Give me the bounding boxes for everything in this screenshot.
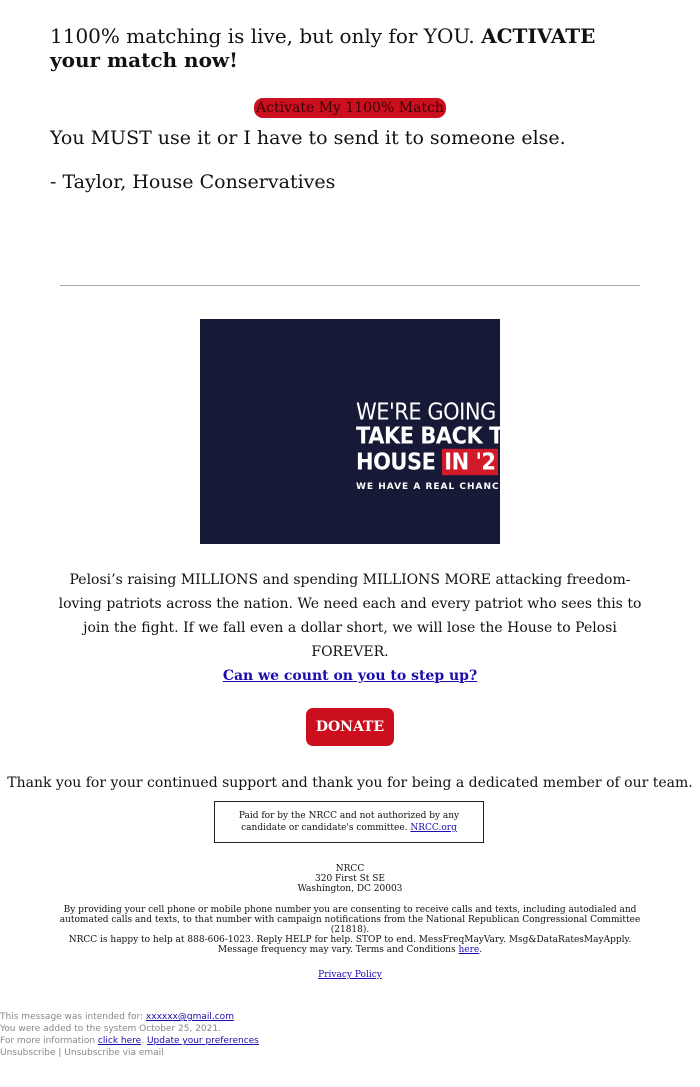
thank-you-text: Thank you for your continued support and thank you for being a dedicated member of our team. [7, 775, 693, 791]
unsubscribe-link[interactable]: Unsubscribe [0, 1048, 56, 1058]
terms-here-link[interactable]: here [458, 945, 480, 955]
nrcc-org-link[interactable]: NRCC.org [410, 823, 457, 833]
headline-text: 1100% matching is live, but only for YOU. [50, 24, 475, 48]
more-info-separator: . [141, 1036, 145, 1046]
intended-line [0, 1011, 700, 1023]
divider [60, 285, 640, 286]
address-street: 320 First St SE [315, 874, 385, 884]
donate-container [0, 708, 700, 746]
click-here-link[interactable]: click here [97, 1036, 142, 1046]
unsubscribe-email-link[interactable]: Unsubscribe via email [64, 1048, 164, 1058]
banner-line-2: TAKE BACK TH [356, 422, 521, 450]
banner-line-1: WE'RE GOING T [356, 398, 515, 426]
body-paragraph: Pelosi’s raising MILLIONS and spending MILLIONS MORE attacking freedom-loving patriots across the nation. We need each and every patriot who sees this to join the fight. If we fall even a dollar short, we will lose the House to Pelosi FOREVER. [58, 572, 642, 660]
intended-label: This message was intended for: [0, 1012, 144, 1022]
help-body: NRCC is happy to help at 888-606-1023. Reply HELP for help. STOP to end. MessFreqMayVary. Msg&DataRatesMayApply. Message frequency may vary. Terms and Conditions [68, 935, 632, 955]
donate-button[interactable]: DONATE [306, 708, 394, 746]
footer [0, 1011, 700, 1059]
help-text [50, 935, 650, 955]
unsubscribe-line [0, 1047, 700, 1059]
added-line: You were added to the system October 25, 2021. [0, 1024, 221, 1034]
more-info-label: For more information [0, 1036, 96, 1046]
cta-link-container [0, 665, 700, 687]
privacy-container [0, 969, 700, 981]
step-up-link[interactable]: Can we count on you to step up? [222, 668, 478, 684]
headline [50, 24, 610, 72]
more-info-line [0, 1035, 700, 1047]
paid-for-text: Paid for by the NRCC and not authorized by any candidate or candidate's committee. [238, 811, 460, 833]
activate-match-button[interactable]: Activate My 1100% Match [256, 100, 444, 116]
banner-line-4: WE HAVE A REAL CHANC [356, 482, 500, 492]
activate-button-container [0, 97, 700, 118]
must-use-line: You MUST use it or I have to send it to someone else. [50, 127, 566, 149]
headline-bold: ACTIVATE your match now! [50, 24, 596, 72]
banner-line-3-a: HOUSE [356, 448, 443, 476]
help-after: . [479, 945, 483, 955]
signature: - Taylor, House Conservatives [50, 171, 336, 193]
address-name: NRCC [335, 864, 365, 874]
consent-text: By providing your cell phone or mobile phone number you are consenting to receive calls and texts, including autodialed and automated calls and texts, to that number with campaign notifications from the National Republican Congressional Committee (21818). [59, 905, 641, 935]
banner-line-3 [356, 449, 498, 475]
intended-email-link[interactable]: xxxxxx@gmail.com [145, 1012, 234, 1022]
update-preferences-link[interactable]: Update your preferences [146, 1036, 259, 1046]
mailing-address [0, 864, 700, 894]
address-city: Washington, DC 20003 [297, 884, 403, 894]
banner-line-3-b: IN '2 [444, 448, 496, 476]
paid-for-box [214, 801, 484, 843]
unsubscribe-pipe: | [58, 1048, 62, 1058]
banner-image[interactable] [200, 319, 521, 544]
privacy-policy-link[interactable]: Privacy Policy [318, 970, 382, 980]
